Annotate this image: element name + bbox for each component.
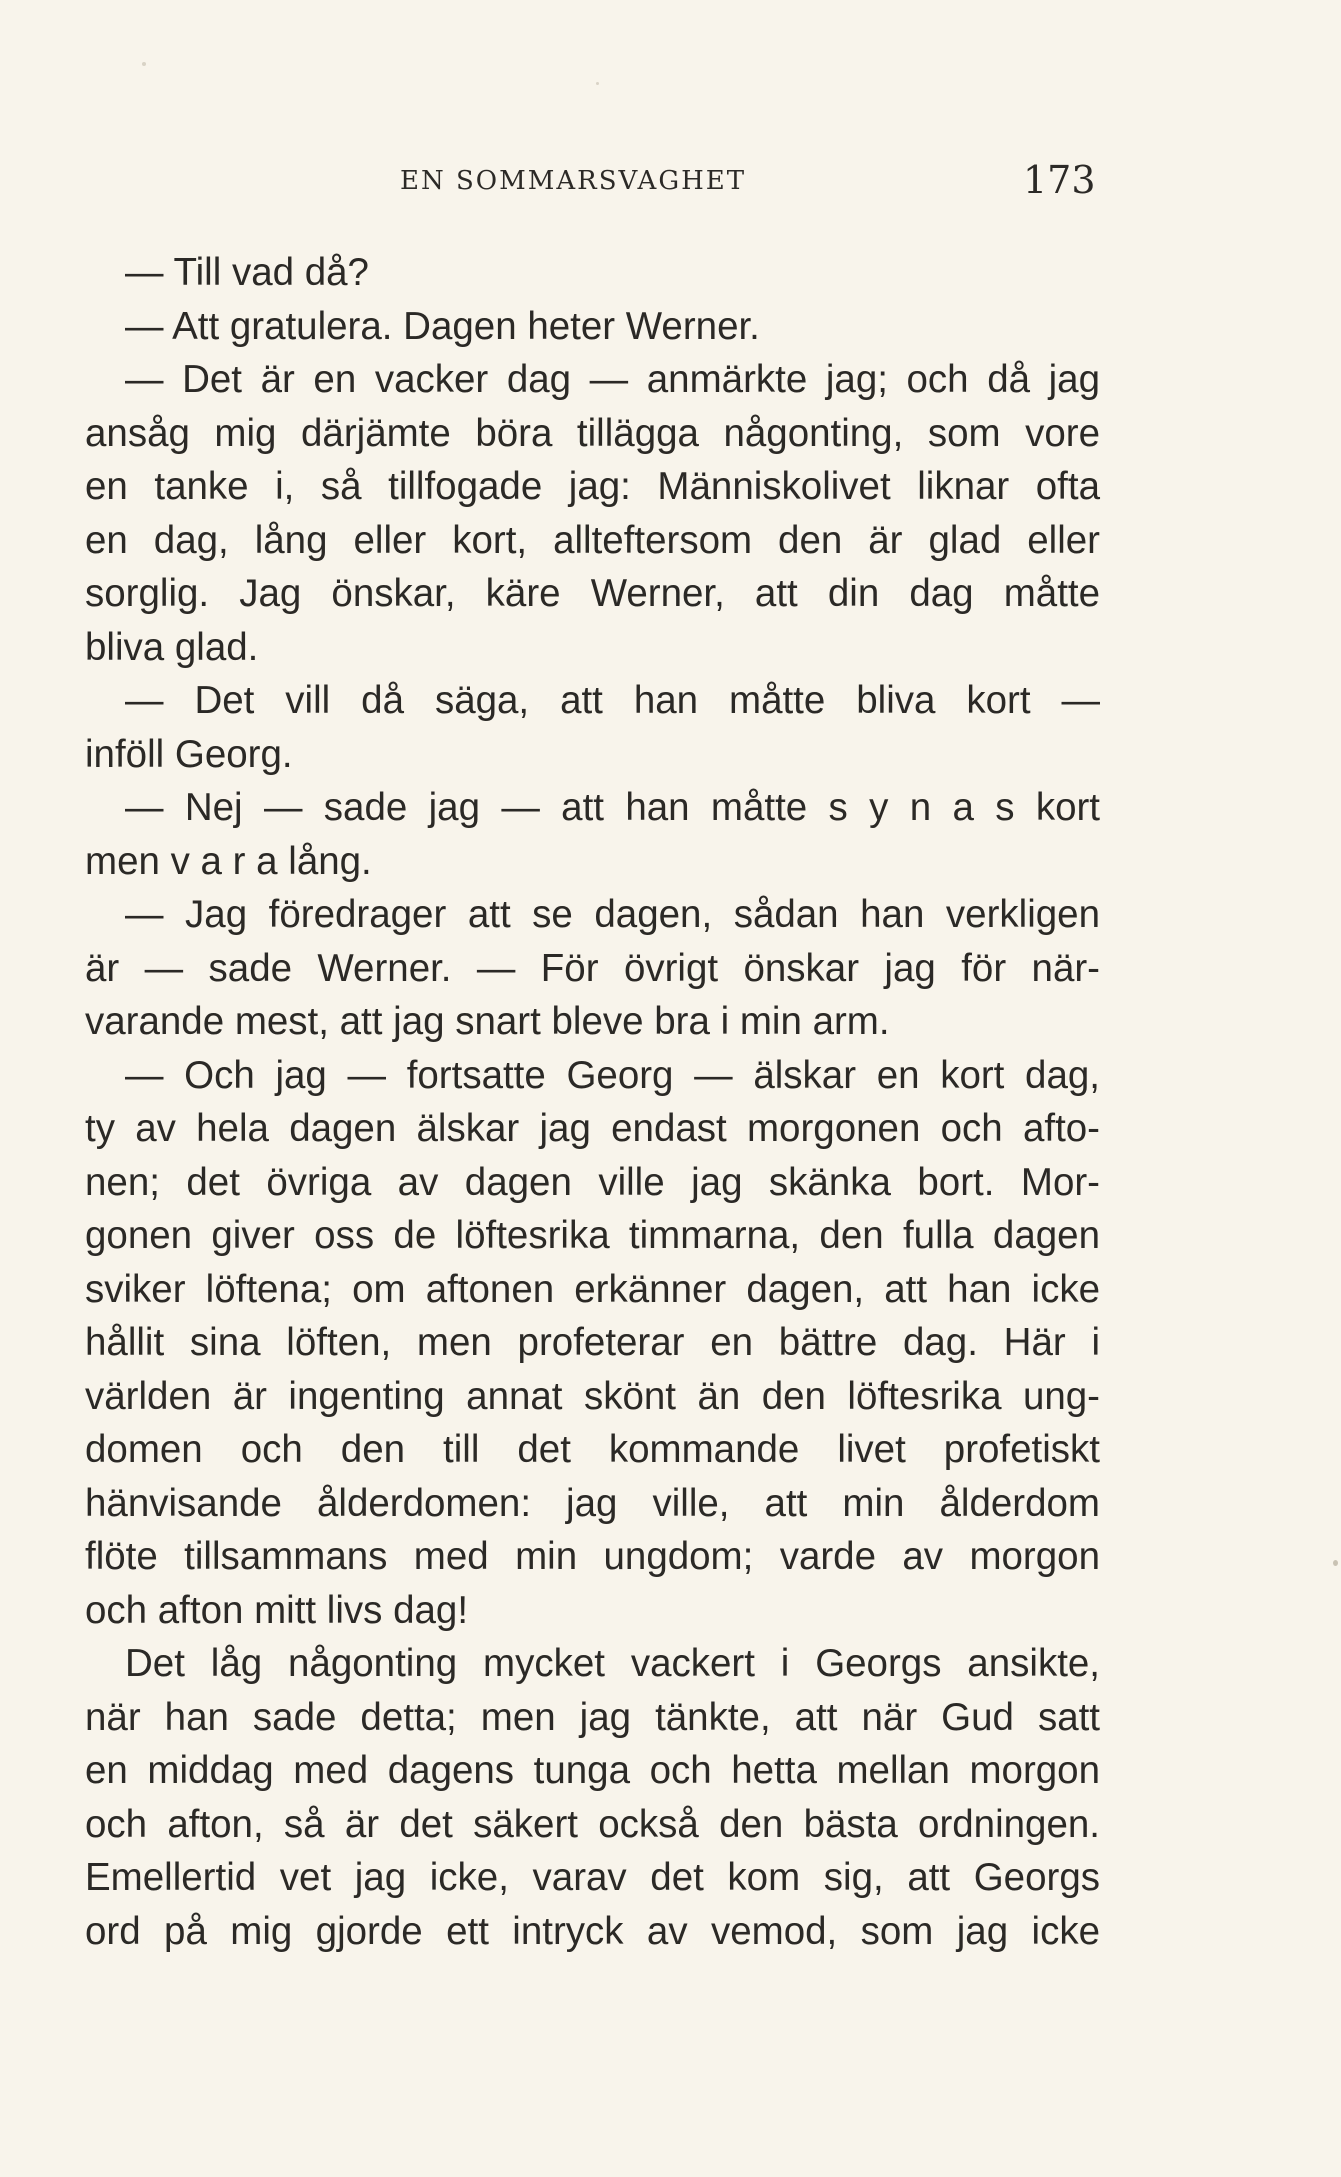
- text-line: domen och den till det kommande livet profetiskt: [85, 1428, 1100, 1471]
- text-line: — Det är en vacker dag — anmärkte jag; och då jag: [125, 358, 1100, 401]
- text-line: en tanke i, så tillfogade jag: Människolivet liknar ofta: [85, 465, 1100, 508]
- text-line: sorglig. Jag önskar, käre Werner, att din dag måtte: [85, 572, 1100, 615]
- page-number: 173: [1023, 158, 1096, 202]
- text-line: Det låg någonting mycket vackert i Georgs ansikte,: [125, 1642, 1100, 1685]
- text-line: och afton mitt livs dag!: [85, 1588, 469, 1632]
- text-line: — Till vad då?: [125, 251, 369, 294]
- text-line: bliva glad.: [85, 625, 259, 669]
- text-line: är — sade Werner. — För övrigt önskar jag för när-: [85, 946, 1100, 990]
- text-line: ansåg mig därjämte böra tillägga någonting, som vore: [85, 411, 1100, 455]
- paper-speck: [596, 82, 599, 85]
- paper-speck: [1333, 1560, 1338, 1566]
- page-header: [0, 158, 1341, 208]
- text-line: ty av hela dagen älskar jag endast morgonen och afto-: [85, 1107, 1100, 1150]
- text-line: världen är ingenting annat skönt än den löftesrika ung-: [85, 1374, 1100, 1418]
- text-line: — Och jag — fortsatte Georg — älskar en kort dag,: [125, 1053, 1100, 1097]
- text-line: nen; det övriga av dagen ville jag skänka bort. Mor-: [85, 1160, 1100, 1204]
- text-line: hållit sina löften, men profeterar en bättre dag. Här i: [85, 1321, 1100, 1364]
- text-line: en dag, lång eller kort, allteftersom den är glad eller: [85, 518, 1100, 562]
- paper-speck: [142, 62, 146, 66]
- text-line: flöte tillsammans med min ungdom; varde av morgon: [85, 1535, 1100, 1578]
- text-line: ord på mig gjorde ett intryck av vemod, som jag icke: [85, 1909, 1100, 1953]
- text-line: — Jag föredrager att se dagen, sådan han verkligen: [125, 893, 1100, 936]
- text-line: gonen giver oss de löftesrika timmarna, den fulla dagen: [85, 1214, 1100, 1257]
- text-line: — Att gratulera. Dagen heter Werner.: [125, 304, 760, 348]
- text-line: hänvisande ålderdomen: jag ville, att min ålderdom: [85, 1481, 1100, 1525]
- text-line: varande mest, att jag snart bleve bra i min arm.: [85, 1000, 890, 1043]
- text-line: sviker löftena; om aftonen erkänner dagen, att han icke: [85, 1267, 1100, 1311]
- text-line: — Nej — sade jag — att han måtte s y n a s kort: [125, 786, 1100, 829]
- text-line: en middag med dagens tunga och hetta mellan morgon: [85, 1749, 1100, 1792]
- text-line: när han sade detta; men jag tänkte, att när Gud satt: [85, 1695, 1100, 1739]
- body-text: [85, 246, 1100, 1958]
- text-line: och afton, så är det säkert också den bästa ordningen.: [85, 1802, 1100, 1846]
- running-head: EN SOMMARSVAGHET: [400, 166, 747, 196]
- text-line: Emellertid vet jag icke, varav det kom sig, att Georgs: [85, 1856, 1100, 1899]
- text-line: inföll Georg.: [85, 732, 293, 776]
- text-line: — Det vill då säga, att han måtte bliva kort —: [125, 679, 1100, 722]
- text-line: men v a r a lång.: [85, 839, 372, 883]
